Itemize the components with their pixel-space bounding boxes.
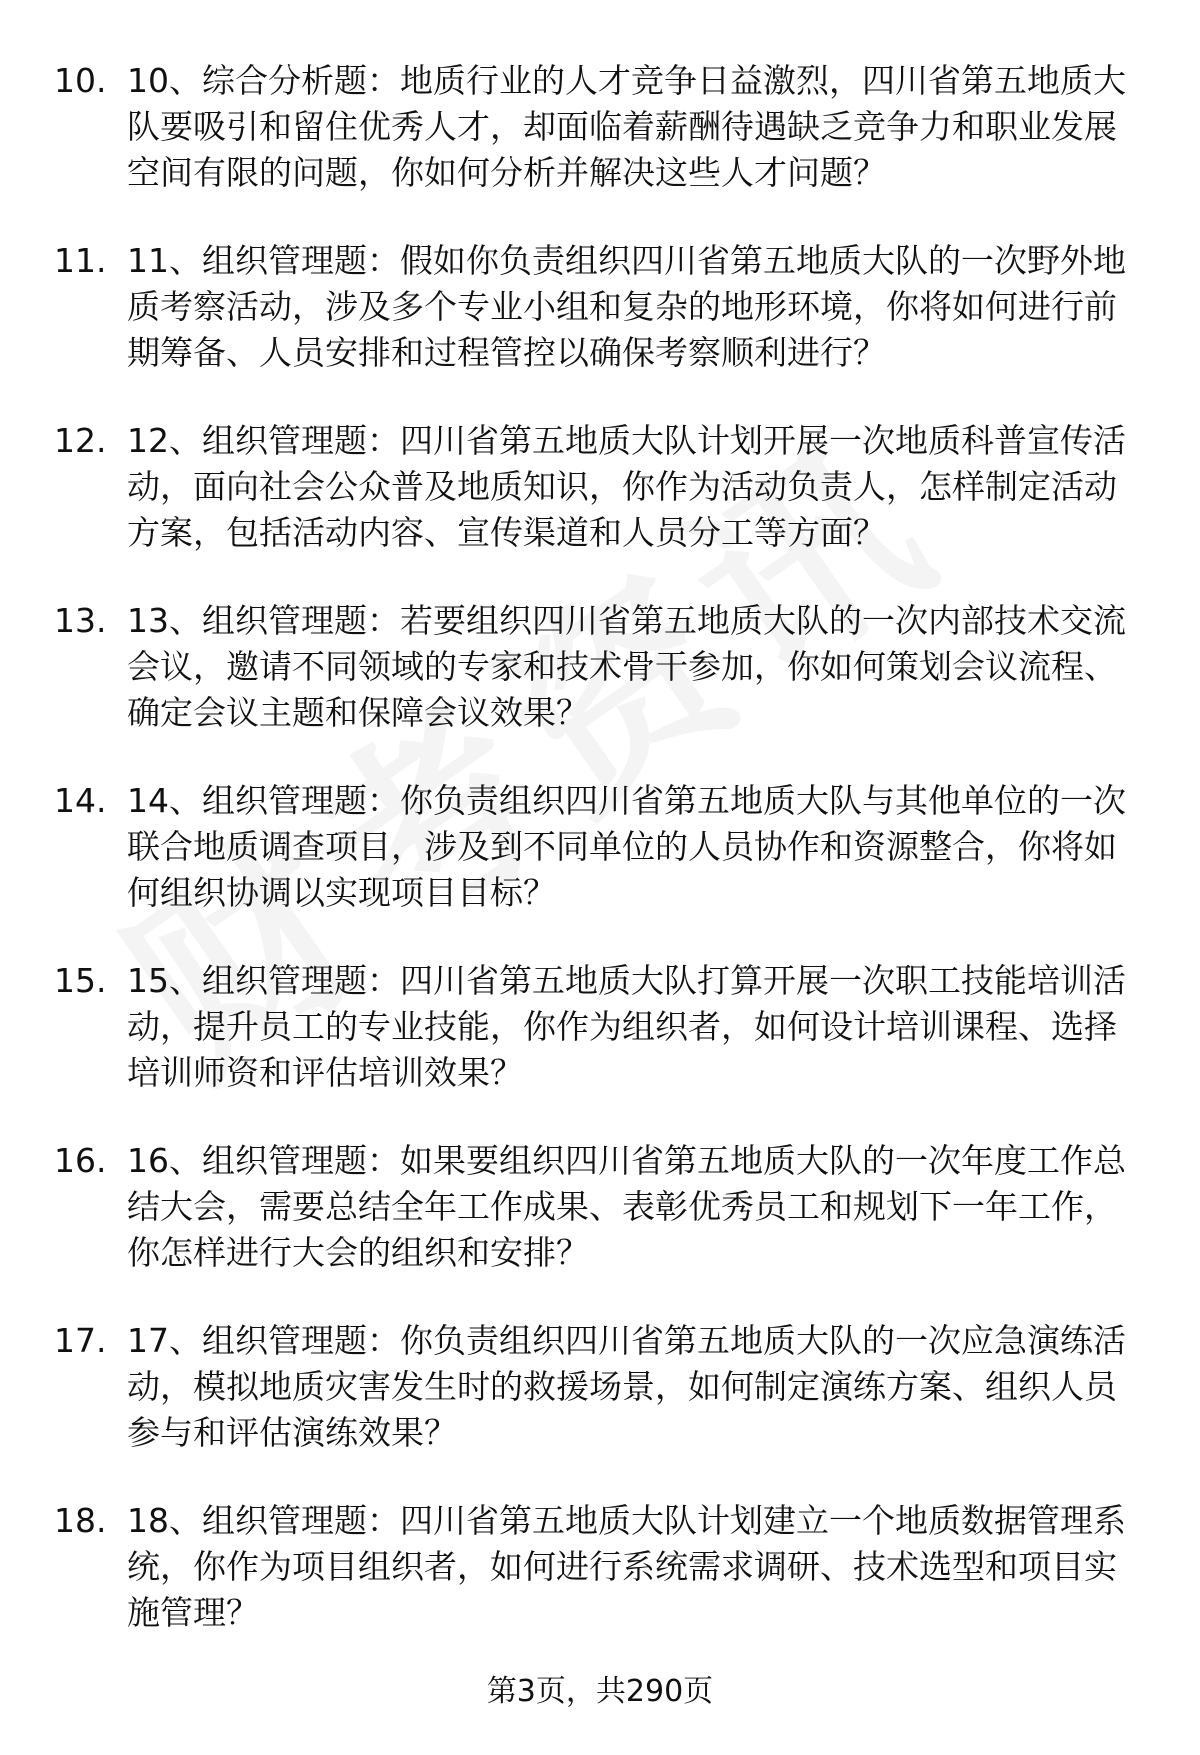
question-text: 14、组织管理题：你负责组织四川省第五地质大队与其他单位的一次联合地质调查项目，涉及到不同单位的人员协作和资源整合，你将如何组织协调以实现项目目标？ [127, 781, 1126, 912]
question-number: 12. [54, 421, 107, 460]
question-number: 16. [54, 1141, 107, 1180]
question-text: 10、综合分析题：地质行业的人才竞争日益激烈，四川省第五地质大队要吸引和留住优秀人才，却面临着薪酬待遇缺乏竞争力和职业发展空间有限的问题，你如何分析并解决这些人才问题？ [127, 61, 1126, 192]
question-number: 11. [54, 241, 107, 280]
question-list [0, 58, 1200, 1678]
question-text: 12、组织管理题：四川省第五地质大队计划开展一次地质科普宣传活动，面向社会公众普及地质知识，你作为活动负责人，怎样制定活动方案，包括活动内容、宣传渠道和人员分工等方面？ [127, 421, 1126, 552]
question-item [0, 778, 1200, 958]
question-item [0, 1498, 1200, 1678]
question-item [0, 1318, 1200, 1498]
question-number: 17. [54, 1321, 107, 1360]
question-text: 15、组织管理题：四川省第五地质大队打算开展一次职工技能培训活动，提升员工的专业技能，你作为组织者，如何设计培训课程、选择培训师资和评估培训效果？ [127, 961, 1126, 1092]
question-text: 16、组织管理题：如果要组织四川省第五地质大队的一次年度工作总结大会，需要总结全年工作成果、表彰优秀员工和规划下一年工作，你怎样进行大会的组织和安排？ [127, 1141, 1126, 1272]
question-text: 13、组织管理题：若要组织四川省第五地质大队的一次内部技术交流会议，邀请不同领域的专家和技术骨干参加，你如何策划会议流程、确定会议主题和保障会议效果？ [127, 601, 1126, 732]
question-text: 11、组织管理题：假如你负责组织四川省第五地质大队的一次野外地质考察活动，涉及多个专业小组和复杂的地形环境，你将如何进行前期筹备、人员安排和过程管控以确保考察顺利进行？ [127, 241, 1126, 372]
question-text: 18、组织管理题：四川省第五地质大队计划建立一个地质数据管理系统，你作为项目组织者，如何进行系统需求调研、技术选型和项目实施管理？ [127, 1501, 1126, 1632]
question-item [0, 58, 1200, 238]
question-number: 13. [54, 601, 107, 640]
question-number: 15. [54, 961, 107, 1000]
question-item [0, 598, 1200, 778]
question-item [0, 418, 1200, 598]
question-number: 10. [54, 61, 107, 100]
question-text: 17、组织管理题：你负责组织四川省第五地质大队的一次应急演练活动，模拟地质灾害发生时的救援场景，如何制定演练方案、组织人员参与和评估演练效果？ [127, 1321, 1126, 1452]
question-item [0, 238, 1200, 418]
question-number: 18. [54, 1501, 107, 1540]
question-item [0, 958, 1200, 1138]
question-number: 14. [54, 781, 107, 820]
page-number-footer: 第3页，共290页 [486, 1674, 714, 1709]
question-item [0, 1138, 1200, 1318]
